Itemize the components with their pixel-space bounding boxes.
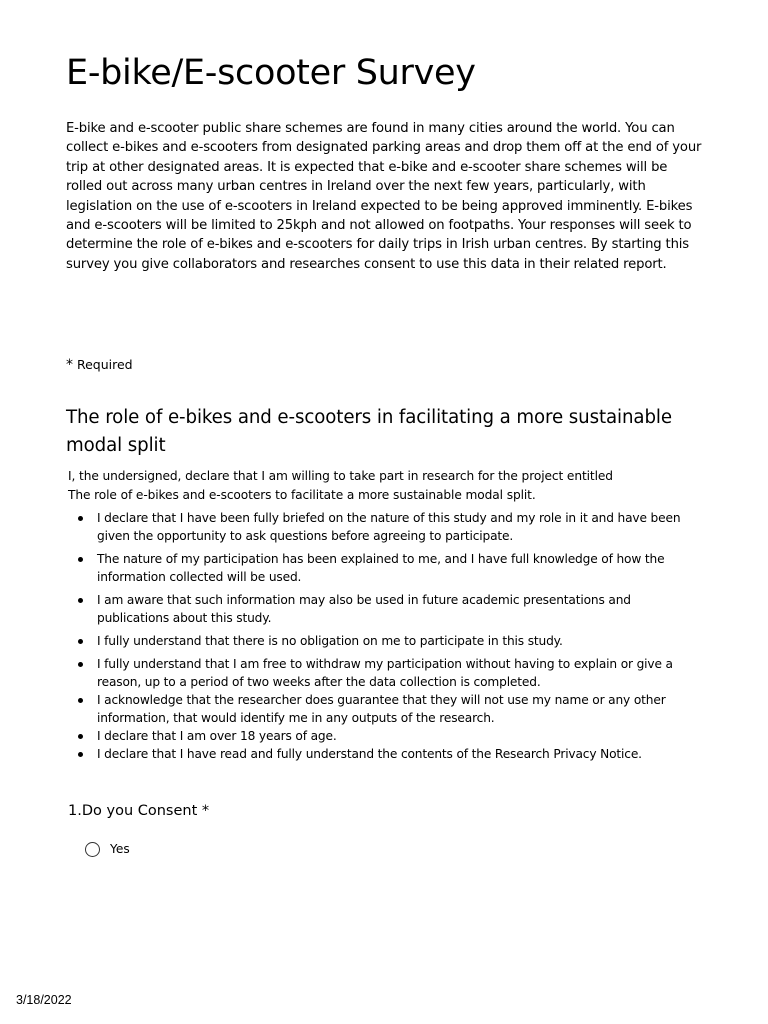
survey-title: E-bike/E-scooter Survey [66, 53, 476, 93]
required-star: * [66, 357, 73, 373]
declaration-item [74, 591, 694, 627]
declaration-item [74, 632, 694, 650]
bullet-icon [78, 598, 83, 603]
radio-button-icon[interactable] [85, 842, 100, 857]
bullet-icon [78, 698, 83, 703]
question-required-marker: * [201, 803, 210, 819]
declaration-text: I acknowledge that the researcher does guarantee that they will not use my name or any other information, that would identify me in any outputs of the research. [97, 693, 666, 725]
declaration-item [74, 691, 694, 727]
consent-option-yes[interactable] [85, 840, 130, 858]
required-notice [66, 356, 133, 374]
declaration-text: I declare that I have read and fully understand the contents of the Research Privacy Notice. [97, 747, 642, 761]
bullet-icon [78, 734, 83, 739]
declaration-text: The nature of my participation has been explained to me, and I have full knowledge of how the information collected will be used. [97, 552, 665, 584]
consent-intro-line-1: I, the undersigned, declare that I am willing to take part in research for the project entitled [68, 469, 613, 483]
option-label: Yes [110, 842, 130, 856]
declaration-text: I declare that I am over 18 years of age. [97, 729, 337, 743]
consent-intro-line-2: The role of e-bikes and e-scooters to facilitate a more sustainable modal split. [68, 487, 536, 502]
bullet-icon [78, 662, 83, 667]
bullet-icon [78, 557, 83, 562]
declaration-item [74, 745, 694, 763]
survey-description: E-bike and e-scooter public share schemes are found in many cities around the world. You can collect e-bikes and e-scooters from designated parking areas and drop them off at the end of your trip at other designated areas. It is expected that e-bike and e-scooter share schemes will be rolled out across many urban centres in Ireland over the next few years, particularly, with legislation on the use of e-scooters in Ireland expected to be being approved imminently. E-bikes and e-scooters will be limited to 25kph and not allowed on footpaths. Your responses will seek to determine the role of e-bikes and e-scooters for daily trips in Irish urban centres. By starting this survey you give collaborators and researches consent to use this data in their related report. [66, 121, 702, 272]
declaration-text: I declare that I have been fully briefed on the nature of this study and my role in it and have been given the opportunity to ask questions before agreeing to participate. [97, 511, 681, 543]
bullet-icon [78, 639, 83, 644]
declaration-item [74, 655, 694, 691]
declaration-text: I fully understand that I am free to withdraw my participation without having to explain or give a reason, up to a period of two weeks after the data collection is completed. [97, 657, 673, 689]
question-number: 1. [68, 803, 82, 819]
section-title: The role of e-bikes and e-scooters in facilitating a more sustainable modal split [66, 407, 672, 456]
declaration-text: I fully understand that there is no obligation on me to participate in this study. [97, 634, 563, 648]
bullet-icon [78, 516, 83, 521]
print-date: 3/18/2022 [16, 993, 72, 1007]
declaration-text: I am aware that such information may also be used in future academic presentations and publications about this study. [97, 593, 631, 625]
bullet-icon [78, 752, 83, 757]
declaration-item [74, 727, 694, 745]
question-text: Do you Consent [81, 803, 198, 819]
declaration-list [74, 509, 694, 763]
declaration-item [74, 550, 694, 586]
declaration-item [74, 509, 694, 545]
consent-intro [68, 467, 708, 504]
required-label: Required [76, 357, 133, 372]
question-consent [68, 800, 209, 822]
